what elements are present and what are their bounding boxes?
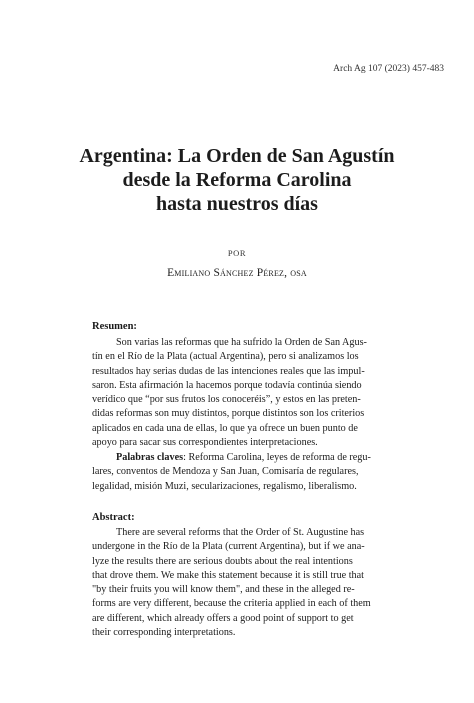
abstract-line: forms are very different, because the criteria applied in each of them [92,598,371,610]
resumen-body [92,336,387,450]
keywords-label: Palabras claves [116,452,184,463]
abstract-line: are different, which already offers a good point of support to get [92,612,354,624]
abstract-line: "by their fruits you will know them", and these in the alleged re- [92,584,355,596]
byline-por: POR [227,248,247,258]
keywords-line: legalidad, misión Muzi, secularizaciones, regalismo, liberalismo. [92,480,357,492]
title-line: Argentina: La Orden de San Agustín [79,145,395,167]
author-name: Emiliano Sánchez Pérez, osa [167,267,307,279]
resumen-line: didas reformas son muy distintos, porque distintos son los criterios [92,408,365,420]
resumen-line: tín en el Río de la Plata (actual Argentina), pero si analizamos los [92,351,359,363]
keywords-text: : Reforma Carolina, leyes de reforma de regu- [183,452,371,463]
abstract-heading: Abstract: [92,512,135,523]
keywords-first-line [92,451,387,465]
keywords-block [92,451,387,494]
keywords-line: lares, conventos de Mendoza y San Juan, Comisaría de regulares, [92,466,359,478]
title-line: hasta nuestros días [156,193,318,215]
resumen-line: apoyo para sacar sus correspondientes interpretaciones. [92,437,318,449]
abstract-line: undergone in the Río de la Plata (current Argentina), but if we ana- [92,541,365,553]
resumen-line: aplicados en cada una de ellas, lo que ya ofrece un buen punto de [92,422,358,434]
resumen-line: saron. Esta afirmación la hacemos porque todavía continúa siendo [92,379,362,391]
resumen-line: verídico que “por sus frutos los conoceréis”, y estos en las preten- [92,394,361,406]
abstract-line: that drove them. We make this statement because it is still true that [92,569,365,581]
abstract-line: lyze the results there are serious doubts about the real intentions [92,555,353,567]
resumen-line: Son varias las reformas que ha sufrido la Orden de San Agus- [116,337,367,348]
abstract-line: their corresponding interpretations. [92,627,236,639]
resumen-line: resultados hay serias dudas de las intenciones reales que las impul- [92,365,365,377]
article-title [0,144,474,216]
title-line: desde la Reforma Carolina [122,169,352,191]
abstract-body [92,526,387,640]
resumen-heading: Resumen: [92,321,137,332]
abstract-line: There are several reforms that the Order of St. Augustine has [116,527,365,538]
journal-reference: Arch Ag 107 (2023) 457-483 [333,64,444,74]
